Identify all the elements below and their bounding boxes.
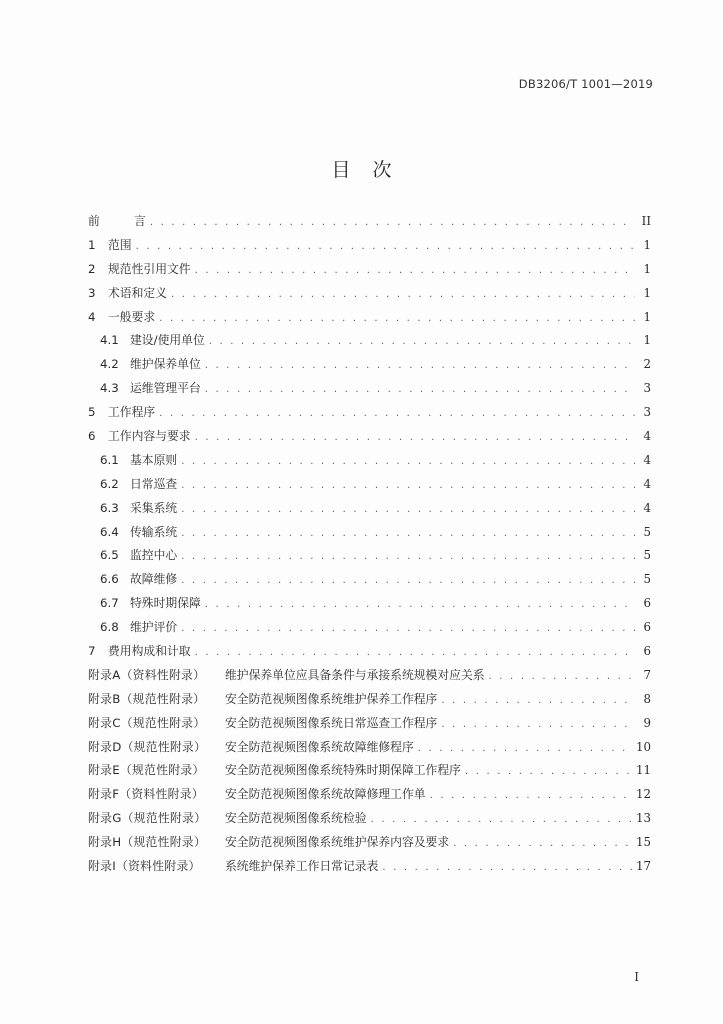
toc-entry-number: 4.1 [100, 333, 119, 348]
dot-leader [181, 528, 635, 539]
toc-entry-number: 附录G（规范性附录） [88, 811, 207, 826]
dot-leader [195, 432, 635, 443]
toc-entry-page: 3 [643, 381, 651, 396]
toc-entry-7[interactable] [88, 642, 651, 666]
document-code: DB3206/T 1001—2019 [518, 77, 653, 91]
toc-entry-number: 2 [88, 261, 96, 276]
toc-entry-page: 12 [635, 787, 651, 802]
dot-leader [195, 265, 635, 276]
toc-entry-number: 附录A（资料性附录） [88, 667, 206, 682]
toc-entry-page: 3 [643, 405, 651, 420]
toc-entry-number: 4 [88, 309, 96, 324]
toc-entry-label: 故障维修 [130, 572, 178, 587]
toc-entry-page: 4 [643, 476, 651, 491]
toc-entry-number: 6.1 [100, 452, 119, 467]
toc-entry-5[interactable] [88, 403, 651, 427]
toc-entry-number: 6.3 [100, 500, 119, 515]
toc-entry-label: 系统维护保养工作日常记录表 [225, 859, 379, 874]
toc-entry-page: 4 [643, 452, 651, 467]
toc-entry-page: 10 [635, 739, 651, 754]
toc-entry-6-4[interactable] [88, 523, 651, 547]
toc-entry-appendix-a[interactable] [88, 666, 651, 690]
toc-entry-page: 4 [643, 500, 651, 515]
dot-leader [418, 743, 632, 754]
toc-entry-label: 维护评价 [130, 620, 178, 635]
toc-entry-6-1[interactable] [88, 451, 651, 475]
toc-entry-label: 费用构成和计取 [108, 644, 191, 659]
toc-entry-page: 5 [643, 572, 651, 587]
dot-leader [453, 838, 632, 849]
toc-entry-appendix-i[interactable] [88, 857, 651, 881]
dot-leader [382, 862, 632, 873]
toc-entry-number: 6 [88, 429, 96, 444]
toc-entry-label: 安全防范视频图像系统故障修理工作单 [225, 787, 426, 802]
toc-entry-appendix-h[interactable] [88, 833, 651, 857]
dot-leader [209, 336, 635, 347]
toc-entry-1[interactable] [88, 236, 651, 260]
toc-entry-number: 附录F（资料性附录） [88, 787, 204, 802]
toc-entry-page: 4 [643, 429, 651, 444]
toc-entry-6-6[interactable] [88, 570, 651, 594]
toc-entry-page: II [641, 214, 651, 228]
dot-leader [465, 766, 632, 777]
toc-entry-label: 基本原则 [130, 452, 178, 467]
toc-entry-label: 工作程序 [108, 405, 156, 420]
toc-entry-page: 1 [643, 237, 651, 252]
toc-entry-page: 15 [635, 835, 651, 850]
toc-entry-number: 6.2 [100, 476, 119, 491]
toc-entry-number: 4.2 [100, 357, 119, 372]
toc-entry-number: 附录E（规范性附录） [88, 763, 205, 778]
toc-entry-number: 6.7 [100, 596, 119, 611]
toc-entry-appendix-d[interactable] [88, 738, 651, 762]
toc-entry-number: 1 [88, 237, 96, 252]
toc-entry-label: 日常巡查 [130, 476, 178, 491]
toc-entry-label: 范围 [108, 237, 132, 252]
dot-leader [136, 241, 635, 252]
toc-entry-label: 建设/使用单位 [130, 333, 205, 348]
toc-entry-label: 言 [134, 214, 146, 228]
dot-leader [181, 575, 635, 586]
toc-entry-page: 1 [643, 285, 651, 300]
toc-entry-appendix-c[interactable] [88, 714, 651, 738]
toc-entry-page: 5 [643, 524, 651, 539]
dot-leader [159, 408, 635, 419]
toc-entry-label: 安全防范视频图像系统检验 [225, 811, 367, 826]
toc-entry-appendix-b[interactable] [88, 690, 651, 714]
toc-entry-6-8[interactable] [88, 618, 651, 642]
toc-entry-label: 工作内容与要求 [108, 429, 191, 444]
toc-entry-page: 11 [635, 763, 651, 778]
dot-leader [181, 551, 635, 562]
toc-entry-2[interactable] [88, 260, 651, 284]
toc-entry-3[interactable] [88, 284, 651, 308]
dot-leader [150, 217, 635, 228]
toc-entry-label: 维护保养单位 [130, 357, 201, 372]
toc-entry-page: 13 [635, 811, 651, 826]
toc-entry-number: 3 [88, 285, 96, 300]
toc-entry-6-7[interactable] [88, 594, 651, 618]
dot-leader [181, 456, 635, 467]
dot-leader [489, 671, 635, 682]
toc-entry-number: 6.4 [100, 524, 119, 539]
toc-entry-page: 6 [643, 644, 651, 659]
toc-entry-number: 6.6 [100, 572, 119, 587]
toc-entry-6-2[interactable] [88, 475, 651, 499]
toc-entry-6-5[interactable] [88, 546, 651, 570]
toc-entry-label: 运维管理平台 [130, 381, 201, 396]
toc-entry-appendix-e[interactable] [88, 761, 651, 785]
toc-entry-label: 安全防范视频图像系统维护保养工作程序 [225, 691, 438, 706]
table-of-contents [88, 212, 651, 881]
toc-entry-label: 监控中心 [130, 548, 178, 563]
toc-entry-6[interactable] [88, 427, 651, 451]
toc-entry-label: 采集系统 [130, 500, 178, 515]
toc-entry-page: 5 [643, 548, 651, 563]
toc-entry-label: 传输系统 [130, 524, 178, 539]
toc-entry-label: 特殊时期保障 [130, 596, 201, 611]
toc-entry-label: 术语和定义 [108, 285, 167, 300]
dot-leader [205, 599, 635, 610]
dot-leader [441, 695, 635, 706]
toc-entry-number: 5 [88, 405, 96, 420]
toc-entry-foreword[interactable] [88, 212, 651, 236]
toc-entry-page: 1 [643, 261, 651, 276]
toc-entry-number: 附录H（规范性附录） [88, 835, 207, 850]
dot-leader [181, 504, 635, 515]
toc-entry-label: 安全防范视频图像系统日常巡查工作程序 [225, 715, 438, 730]
toc-entry-label: 一般要求 [108, 309, 156, 324]
toc-entry-number: 前 [88, 214, 100, 228]
dot-leader [171, 289, 635, 300]
toc-entry-appendix-f[interactable] [88, 785, 651, 809]
toc-entry-page: 2 [643, 357, 651, 372]
toc-entry-page: 8 [643, 691, 651, 706]
toc-entry-number: 附录I（资料性附录） [88, 859, 201, 874]
dot-leader [205, 360, 635, 371]
toc-entry-page: 9 [643, 715, 651, 730]
toc-entry-4[interactable] [88, 308, 651, 332]
toc-entry-label: 维护保养单位应具备条件与承接系统规模对应关系 [225, 667, 485, 682]
toc-entry-number: 7 [88, 644, 96, 659]
page-title: 目次 [331, 159, 414, 181]
toc-entry-page: 1 [643, 333, 651, 348]
toc-entry-page: 6 [643, 596, 651, 611]
toc-entry-page: 1 [643, 309, 651, 324]
dot-leader [371, 814, 632, 825]
toc-entry-number: 4.3 [100, 381, 119, 396]
toc-entry-4-1[interactable] [88, 331, 651, 355]
toc-entry-6-3[interactable] [88, 499, 651, 523]
toc-entry-label: 安全防范视频图像系统故障维修程序 [225, 739, 414, 754]
toc-entry-number: 6.5 [100, 548, 119, 563]
toc-entry-4-2[interactable] [88, 355, 651, 379]
dot-leader [195, 647, 635, 658]
dot-leader [159, 313, 635, 324]
toc-entry-number: 附录B（规范性附录） [88, 691, 206, 706]
toc-entry-4-3[interactable] [88, 379, 651, 403]
dot-leader [430, 790, 632, 801]
toc-entry-number: 附录D（规范性附录） [88, 739, 207, 754]
dot-leader [181, 623, 635, 634]
toc-entry-number: 6.8 [100, 620, 119, 635]
toc-entry-page: 7 [643, 667, 651, 682]
toc-entry-label: 安全防范视频图像系统维护保养内容及要求 [225, 835, 450, 850]
toc-entry-number: 附录C（规范性附录） [88, 715, 206, 730]
toc-entry-page: 17 [635, 859, 651, 874]
dot-leader [441, 719, 635, 730]
toc-entry-label: 规范性引用文件 [108, 261, 191, 276]
toc-entry-label: 安全防范视频图像系统特殊时期保障工作程序 [225, 763, 461, 778]
dot-leader [181, 480, 635, 491]
dot-leader [205, 384, 635, 395]
toc-entry-appendix-g[interactable] [88, 809, 651, 833]
page-number: I [634, 970, 639, 984]
toc-entry-page: 6 [643, 620, 651, 635]
